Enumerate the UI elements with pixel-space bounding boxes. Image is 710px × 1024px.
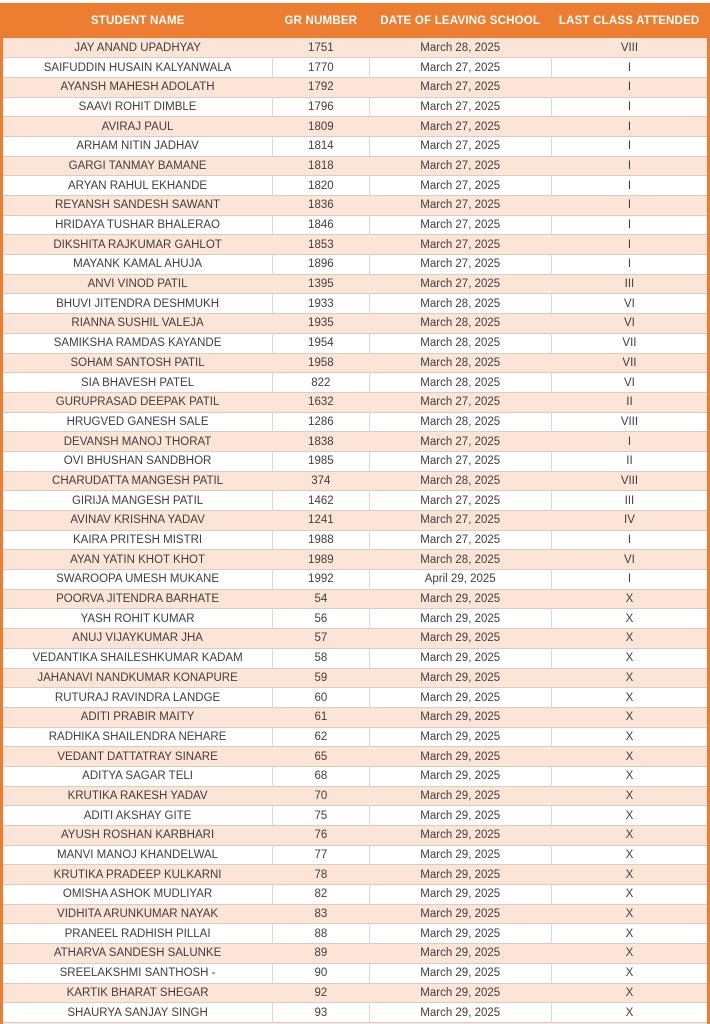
- cell-student-name: KARTIK BHARAT SHEGAR: [3, 983, 273, 1003]
- cell-gr-number: 1933: [273, 294, 369, 314]
- cell-last-class: VIII: [551, 412, 707, 432]
- cell-student-name: ADITYA SAGAR TELI: [3, 766, 273, 786]
- table-row: [3, 924, 707, 944]
- cell-gr-number: 54: [273, 589, 369, 609]
- cell-gr-number: 1814: [273, 136, 369, 156]
- cell-date-of-leaving: March 28, 2025: [369, 353, 551, 373]
- cell-date-of-leaving: March 29, 2025: [369, 668, 551, 688]
- table-row: [3, 963, 707, 983]
- table-row: [3, 766, 707, 786]
- cell-last-class: VI: [551, 550, 707, 570]
- cell-gr-number: 92: [273, 983, 369, 1003]
- cell-student-name: ADITI PRABIR MAITY: [3, 707, 273, 727]
- table-row: [3, 904, 707, 924]
- table-row: [3, 570, 707, 590]
- cell-last-class: I: [551, 77, 707, 97]
- cell-gr-number: 1836: [273, 196, 369, 216]
- cell-student-name: VEDANT DATTATRAY SINARE: [3, 747, 273, 767]
- cell-student-name: ADITI AKSHAY GITE: [3, 806, 273, 826]
- cell-date-of-leaving: March 29, 2025: [369, 629, 551, 649]
- cell-gr-number: 83: [273, 904, 369, 924]
- table-row: [3, 77, 707, 97]
- cell-last-class: VI: [551, 294, 707, 314]
- cell-last-class: I: [551, 570, 707, 590]
- cell-last-class: X: [551, 609, 707, 629]
- cell-gr-number: 82: [273, 885, 369, 905]
- table-row: [3, 747, 707, 767]
- cell-gr-number: 1988: [273, 530, 369, 550]
- cell-last-class: I: [551, 117, 707, 137]
- table-row: [3, 294, 707, 314]
- cell-student-name: DIKSHITA RAJKUMAR GAHLOT: [3, 235, 273, 255]
- cell-date-of-leaving: March 28, 2025: [369, 294, 551, 314]
- cell-last-class: X: [551, 688, 707, 708]
- cell-student-name: REYANSH SANDESH SAWANT: [3, 196, 273, 216]
- cell-date-of-leaving: March 27, 2025: [369, 136, 551, 156]
- cell-gr-number: 1989: [273, 550, 369, 570]
- cell-student-name: GARGI TANMAY BAMANE: [3, 156, 273, 176]
- cell-date-of-leaving: March 27, 2025: [369, 432, 551, 452]
- cell-gr-number: 1846: [273, 215, 369, 235]
- cell-student-name: ANVI VINOD PATIL: [3, 274, 273, 294]
- cell-date-of-leaving: March 29, 2025: [369, 589, 551, 609]
- cell-date-of-leaving: March 27, 2025: [369, 491, 551, 511]
- cell-date-of-leaving: March 28, 2025: [369, 314, 551, 334]
- cell-last-class: X: [551, 766, 707, 786]
- table-row: [3, 333, 707, 353]
- cell-student-name: CHARUDATTA MANGESH PATIL: [3, 471, 273, 491]
- table-row: [3, 412, 707, 432]
- cell-student-name: BHUVI JITENDRA DESHMUKH: [3, 294, 273, 314]
- table-row: [3, 58, 707, 78]
- cell-date-of-leaving: March 29, 2025: [369, 707, 551, 727]
- cell-student-name: AVIRAJ PAUL: [3, 117, 273, 137]
- cell-last-class: I: [551, 176, 707, 196]
- cell-student-name: OVI BHUSHAN SANDBHOR: [3, 451, 273, 471]
- cell-gr-number: 1632: [273, 392, 369, 412]
- cell-last-class: X: [551, 963, 707, 983]
- cell-last-class: I: [551, 97, 707, 117]
- cell-student-name: JAHANAVI NANDKUMAR KONAPURE: [3, 668, 273, 688]
- cell-date-of-leaving: March 29, 2025: [369, 983, 551, 1003]
- cell-last-class: X: [551, 668, 707, 688]
- table-row: [3, 609, 707, 629]
- cell-gr-number: 1958: [273, 353, 369, 373]
- cell-date-of-leaving: April 29, 2025: [369, 570, 551, 590]
- cell-student-name: PRANEEL RADHISH PILLAI: [3, 924, 273, 944]
- table-row: [3, 688, 707, 708]
- cell-last-class: I: [551, 530, 707, 550]
- cell-gr-number: 1395: [273, 274, 369, 294]
- table-row: [3, 1003, 707, 1023]
- cell-last-class: X: [551, 1003, 707, 1023]
- cell-date-of-leaving: March 29, 2025: [369, 904, 551, 924]
- cell-gr-number: 1792: [273, 77, 369, 97]
- table-row: [3, 156, 707, 176]
- cell-date-of-leaving: March 27, 2025: [369, 156, 551, 176]
- cell-last-class: X: [551, 885, 707, 905]
- cell-student-name: RUTURAJ RAVINDRA LANDGE: [3, 688, 273, 708]
- cell-last-class: X: [551, 747, 707, 767]
- cell-student-name: SHAURYA SANJAY SINGH: [3, 1003, 273, 1023]
- table-row: [3, 550, 707, 570]
- cell-student-name: VIDHITA ARUNKUMAR NAYAK: [3, 904, 273, 924]
- cell-gr-number: 1818: [273, 156, 369, 176]
- table-row: [3, 471, 707, 491]
- cell-gr-number: 77: [273, 845, 369, 865]
- cell-date-of-leaving: March 27, 2025: [369, 274, 551, 294]
- table-row: [3, 215, 707, 235]
- cell-date-of-leaving: March 29, 2025: [369, 786, 551, 806]
- cell-date-of-leaving: March 29, 2025: [369, 688, 551, 708]
- cell-student-name: JAY ANAND UPADHYAY: [3, 38, 273, 58]
- table-row: [3, 255, 707, 275]
- cell-date-of-leaving: March 27, 2025: [369, 235, 551, 255]
- cell-date-of-leaving: March 27, 2025: [369, 530, 551, 550]
- cell-date-of-leaving: March 29, 2025: [369, 1003, 551, 1023]
- cell-last-class: X: [551, 983, 707, 1003]
- cell-date-of-leaving: March 29, 2025: [369, 944, 551, 964]
- cell-student-name: SAIFUDDIN HUSAIN KALYANWALA: [3, 58, 273, 78]
- cell-date-of-leaving: March 29, 2025: [369, 609, 551, 629]
- cell-gr-number: 57: [273, 629, 369, 649]
- cell-gr-number: 1985: [273, 451, 369, 471]
- cell-student-name: AYAN YATIN KHOT KHOT: [3, 550, 273, 570]
- table-body: [3, 38, 707, 1022]
- table-row: [3, 274, 707, 294]
- cell-date-of-leaving: March 28, 2025: [369, 550, 551, 570]
- cell-date-of-leaving: March 29, 2025: [369, 845, 551, 865]
- cell-last-class: I: [551, 196, 707, 216]
- cell-last-class: X: [551, 806, 707, 826]
- cell-gr-number: 1820: [273, 176, 369, 196]
- cell-gr-number: 822: [273, 373, 369, 393]
- cell-gr-number: 1796: [273, 97, 369, 117]
- cell-gr-number: 374: [273, 471, 369, 491]
- cell-date-of-leaving: March 28, 2025: [369, 412, 551, 432]
- column-header-student-name: STUDENT NAME: [3, 3, 273, 38]
- cell-student-name: DEVANSH MANOJ THORAT: [3, 432, 273, 452]
- cell-gr-number: 59: [273, 668, 369, 688]
- cell-date-of-leaving: March 29, 2025: [369, 747, 551, 767]
- cell-gr-number: 1462: [273, 491, 369, 511]
- cell-student-name: ARHAM NITIN JADHAV: [3, 136, 273, 156]
- students-leaving-table: [3, 3, 707, 1023]
- cell-last-class: X: [551, 707, 707, 727]
- cell-last-class: X: [551, 944, 707, 964]
- cell-last-class: X: [551, 845, 707, 865]
- table-row: [3, 727, 707, 747]
- cell-gr-number: 70: [273, 786, 369, 806]
- table-row: [3, 629, 707, 649]
- column-header-gr-number: GR NUMBER: [273, 3, 369, 38]
- cell-gr-number: 1286: [273, 412, 369, 432]
- cell-date-of-leaving: March 28, 2025: [369, 38, 551, 58]
- cell-student-name: GIRIJA MANGESH PATIL: [3, 491, 273, 511]
- table-row: [3, 806, 707, 826]
- cell-gr-number: 1954: [273, 333, 369, 353]
- cell-gr-number: 1838: [273, 432, 369, 452]
- cell-last-class: VIII: [551, 38, 707, 58]
- cell-last-class: VI: [551, 373, 707, 393]
- cell-last-class: II: [551, 451, 707, 471]
- cell-date-of-leaving: March 27, 2025: [369, 58, 551, 78]
- table-row: [3, 451, 707, 471]
- cell-date-of-leaving: March 29, 2025: [369, 924, 551, 944]
- cell-gr-number: 65: [273, 747, 369, 767]
- cell-last-class: X: [551, 589, 707, 609]
- cell-student-name: RIANNA SUSHIL VALEJA: [3, 314, 273, 334]
- table-row: [3, 353, 707, 373]
- cell-last-class: X: [551, 629, 707, 649]
- cell-student-name: VEDANTIKA SHAILESHKUMAR KADAM: [3, 648, 273, 668]
- table-row: [3, 530, 707, 550]
- cell-date-of-leaving: March 27, 2025: [369, 511, 551, 531]
- cell-student-name: SAAVI ROHIT DIMBLE: [3, 97, 273, 117]
- cell-date-of-leaving: March 29, 2025: [369, 727, 551, 747]
- cell-date-of-leaving: March 27, 2025: [369, 117, 551, 137]
- table-row: [3, 668, 707, 688]
- table-row: [3, 983, 707, 1003]
- cell-date-of-leaving: March 29, 2025: [369, 806, 551, 826]
- table-row: [3, 136, 707, 156]
- table-row: [3, 511, 707, 531]
- table-row: [3, 235, 707, 255]
- cell-student-name: SIA BHAVESH PATEL: [3, 373, 273, 393]
- cell-student-name: KRUTIKA PRADEEP KULKARNI: [3, 865, 273, 885]
- cell-gr-number: 93: [273, 1003, 369, 1023]
- cell-gr-number: 1896: [273, 255, 369, 275]
- cell-last-class: X: [551, 865, 707, 885]
- cell-student-name: KAIRA PRITESH MISTRI: [3, 530, 273, 550]
- table-row: [3, 196, 707, 216]
- cell-student-name: SWAROOPA UMESH MUKANE: [3, 570, 273, 590]
- cell-date-of-leaving: March 28, 2025: [369, 471, 551, 491]
- cell-student-name: HRUGVED GANESH SALE: [3, 412, 273, 432]
- cell-last-class: III: [551, 491, 707, 511]
- cell-gr-number: 1809: [273, 117, 369, 137]
- cell-gr-number: 1935: [273, 314, 369, 334]
- cell-date-of-leaving: March 27, 2025: [369, 392, 551, 412]
- cell-gr-number: 89: [273, 944, 369, 964]
- cell-last-class: VII: [551, 333, 707, 353]
- table-row: [3, 373, 707, 393]
- cell-gr-number: 1751: [273, 38, 369, 58]
- cell-student-name: YASH ROHIT KUMAR: [3, 609, 273, 629]
- cell-gr-number: 90: [273, 963, 369, 983]
- cell-date-of-leaving: March 27, 2025: [369, 176, 551, 196]
- column-header-last-class: LAST CLASS ATTENDED: [551, 3, 707, 38]
- table-row: [3, 648, 707, 668]
- cell-last-class: I: [551, 255, 707, 275]
- cell-last-class: II: [551, 392, 707, 412]
- cell-date-of-leaving: March 27, 2025: [369, 196, 551, 216]
- cell-last-class: X: [551, 924, 707, 944]
- cell-gr-number: 1992: [273, 570, 369, 590]
- table-header: [3, 3, 707, 38]
- cell-gr-number: 61: [273, 707, 369, 727]
- students-leaving-table-wrap: [0, 3, 710, 1023]
- cell-last-class: X: [551, 786, 707, 806]
- cell-gr-number: 1770: [273, 58, 369, 78]
- cell-student-name: MAYANK KAMAL AHUJA: [3, 255, 273, 275]
- cell-last-class: X: [551, 904, 707, 924]
- cell-gr-number: 75: [273, 806, 369, 826]
- cell-date-of-leaving: March 27, 2025: [369, 215, 551, 235]
- table-row: [3, 432, 707, 452]
- cell-gr-number: 1241: [273, 511, 369, 531]
- table-row: [3, 707, 707, 727]
- cell-gr-number: 58: [273, 648, 369, 668]
- table-row: [3, 117, 707, 137]
- cell-date-of-leaving: March 27, 2025: [369, 97, 551, 117]
- cell-last-class: I: [551, 136, 707, 156]
- cell-student-name: ARYAN RAHUL EKHANDE: [3, 176, 273, 196]
- cell-last-class: X: [551, 826, 707, 846]
- cell-date-of-leaving: March 29, 2025: [369, 885, 551, 905]
- cell-student-name: AYANSH MAHESH ADOLATH: [3, 77, 273, 97]
- cell-gr-number: 68: [273, 766, 369, 786]
- cell-student-name: ANUJ VIJAYKUMAR JHA: [3, 629, 273, 649]
- cell-date-of-leaving: March 27, 2025: [369, 451, 551, 471]
- cell-student-name: SAMIKSHA RAMDAS KAYANDE: [3, 333, 273, 353]
- cell-date-of-leaving: March 27, 2025: [369, 77, 551, 97]
- cell-last-class: IV: [551, 511, 707, 531]
- cell-last-class: VII: [551, 353, 707, 373]
- cell-last-class: I: [551, 432, 707, 452]
- table-row: [3, 176, 707, 196]
- cell-date-of-leaving: March 28, 2025: [369, 373, 551, 393]
- cell-student-name: AYUSH ROSHAN KARBHARI: [3, 826, 273, 846]
- cell-last-class: III: [551, 274, 707, 294]
- cell-last-class: VIII: [551, 471, 707, 491]
- table-row: [3, 314, 707, 334]
- cell-student-name: OMISHA ASHOK MUDLIYAR: [3, 885, 273, 905]
- cell-last-class: I: [551, 156, 707, 176]
- cell-student-name: HRIDAYA TUSHAR BHALERAO: [3, 215, 273, 235]
- cell-last-class: VI: [551, 314, 707, 334]
- table-row: [3, 826, 707, 846]
- cell-gr-number: 78: [273, 865, 369, 885]
- cell-last-class: I: [551, 215, 707, 235]
- cell-student-name: SOHAM SANTOSH PATIL: [3, 353, 273, 373]
- cell-gr-number: 76: [273, 826, 369, 846]
- cell-student-name: SREELAKSHMI SANTHOSH -: [3, 963, 273, 983]
- table-row: [3, 97, 707, 117]
- cell-date-of-leaving: March 29, 2025: [369, 963, 551, 983]
- cell-last-class: I: [551, 58, 707, 78]
- cell-student-name: AVINAV KRISHNA YADAV: [3, 511, 273, 531]
- table-row: [3, 786, 707, 806]
- cell-gr-number: 1853: [273, 235, 369, 255]
- table-row: [3, 845, 707, 865]
- table-row: [3, 944, 707, 964]
- cell-student-name: RADHIKA SHAILENDRA NEHARE: [3, 727, 273, 747]
- column-header-date-of-leaving: DATE OF LEAVING SCHOOL: [369, 3, 551, 38]
- cell-date-of-leaving: March 29, 2025: [369, 766, 551, 786]
- table-row: [3, 392, 707, 412]
- table-row: [3, 885, 707, 905]
- cell-student-name: POORVA JITENDRA BARHATE: [3, 589, 273, 609]
- cell-gr-number: 56: [273, 609, 369, 629]
- cell-last-class: X: [551, 648, 707, 668]
- table-row: [3, 589, 707, 609]
- table-row: [3, 865, 707, 885]
- cell-gr-number: 88: [273, 924, 369, 944]
- cell-gr-number: 60: [273, 688, 369, 708]
- cell-date-of-leaving: March 28, 2025: [369, 333, 551, 353]
- cell-date-of-leaving: March 29, 2025: [369, 648, 551, 668]
- cell-gr-number: 62: [273, 727, 369, 747]
- cell-student-name: ATHARVA SANDESH SALUNKE: [3, 944, 273, 964]
- cell-date-of-leaving: March 29, 2025: [369, 826, 551, 846]
- table-row: [3, 491, 707, 511]
- cell-student-name: MANVI MANOJ KHANDELWAL: [3, 845, 273, 865]
- cell-date-of-leaving: March 29, 2025: [369, 865, 551, 885]
- cell-last-class: I: [551, 235, 707, 255]
- cell-student-name: GURUPRASAD DEEPAK PATIL: [3, 392, 273, 412]
- cell-student-name: KRUTIKA RAKESH YADAV: [3, 786, 273, 806]
- cell-date-of-leaving: March 27, 2025: [369, 255, 551, 275]
- cell-last-class: X: [551, 727, 707, 747]
- table-row: [3, 38, 707, 58]
